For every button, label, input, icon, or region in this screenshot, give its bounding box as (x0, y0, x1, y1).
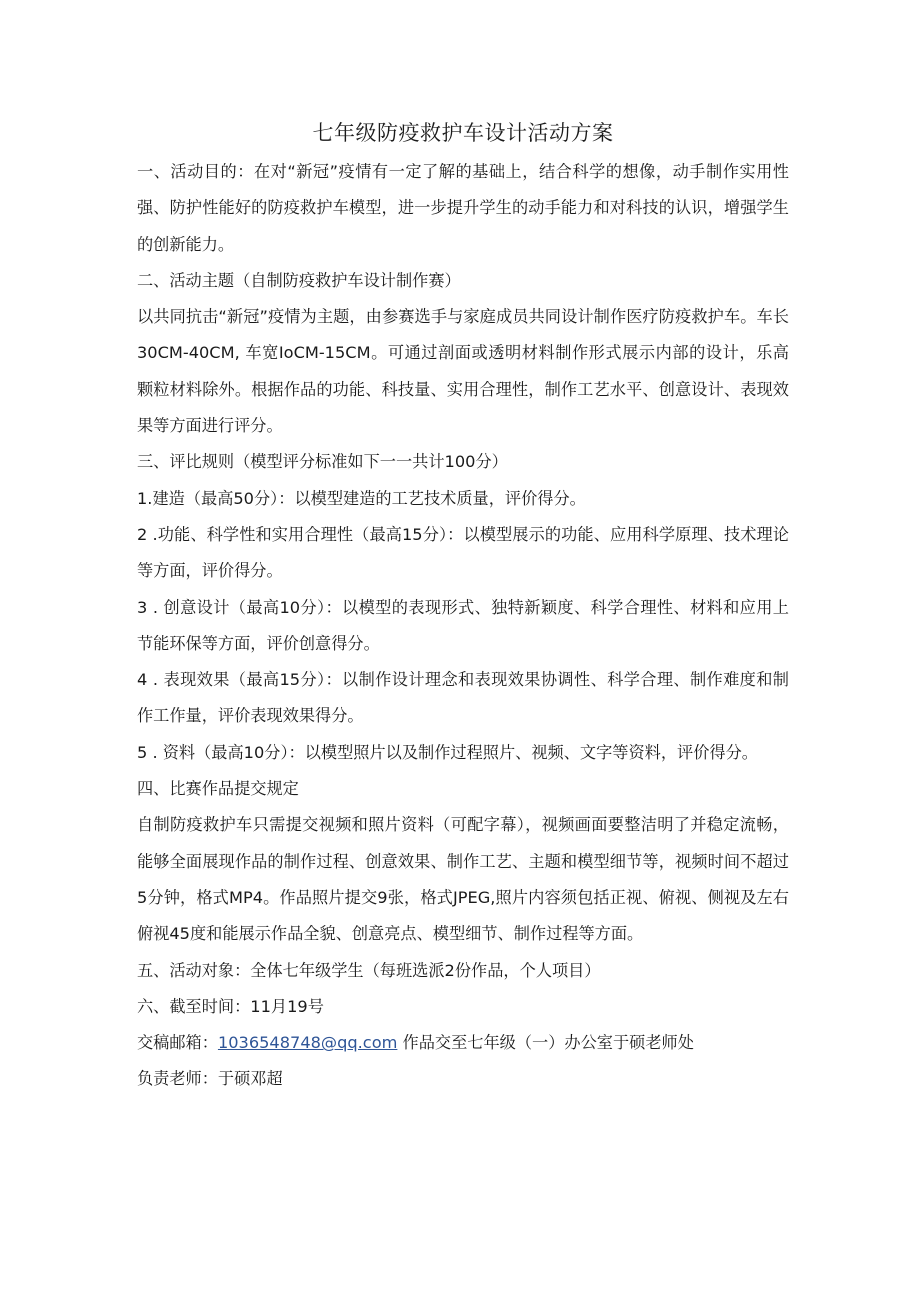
rule-item-function: 2 .功能、科学性和实用合理性（最高15分）：以模型展示的功能、应用科学原理、技术理论等方面，评价得分。 (137, 524, 789, 581)
section-participants: 五、活动对象：全体七年级学生（每班选派2份作品，个人项目） (137, 960, 601, 980)
section-purpose: 一、活动目的：在对“新冠”疫情有一定了解的基础上，结合科学的想像，动手制作实用性强、防护性能好的防疫救护车模型，进一步提升学生的动手能力和对科技的认识，增强学生的创新能力。 (137, 162, 789, 254)
document-title: 七年级防疫救护车设计活动方案 (312, 121, 614, 145)
document-body (137, 118, 789, 1098)
section-deadline: 六、截至时间：11月19号 (137, 996, 324, 1016)
submission-email-link[interactable]: 1036548748@qq.com (217, 1033, 398, 1053)
section-theme-heading: 二、活动主题（自制防疫救护车设计制作赛） (137, 270, 461, 290)
submission-email-suffix: 作品交至七年级（一）办公室于硕老师处 (397, 1033, 694, 1053)
teacher-line: 负责老师：于硕邓超 (137, 1069, 283, 1089)
section-theme-body: 以共同抗击“新冠”疫情为主题，由参赛选手与家庭成员共同设计制作医疗防疫救护车。车长30CM-40CM, 车宽IoCM-15CM。可通过剖面或透明材料制作形式展示内部的设计，乐高颗粒材料除外。根据作品的功能、科技量、实用合理性，制作工艺水平、创意设计、表现效果等方面进行评分。 (137, 307, 789, 436)
rule-item-creativity: 3 . 创意设计（最高10分）：以模型的表现形式、独特新颖度、科学合理性、材料和应用上节能环保等方面，评价创意得分。 (137, 597, 789, 653)
rule-item-construction: 1.建造（最高50分）：以模型建造的工艺技术质量，评价得分。 (137, 488, 586, 508)
section-submission-heading: 四、比赛作品提交规定 (137, 779, 299, 799)
section-submission-body: 自制防疫救护车只需提交视频和照片资料（可配字幕），视频画面要整洁明了并稳定流畅，能够全面展现作品的制作过程、创意效果、制作工艺、主题和模型细节等，视频时间不超过5分钟，格式MP4。作品照片提交9张，格式JPEG,照片内容须包括正视、俯视、侧视及左右俯视45度和能展示作品全貌、创意亮点、模型细节、制作过程等方面。 (137, 815, 789, 944)
rule-item-materials: 5 . 资料（最高10分）：以模型照片以及制作过程照片、视频、文字等资料，评价得分。 (137, 742, 758, 762)
submission-email-line (137, 1025, 789, 1061)
submission-email-label: 交稿邮箱： (137, 1033, 218, 1053)
section-rules-heading: 三、评比规则（模型评分标准如下一一共计100分） (137, 452, 508, 472)
rule-item-presentation: 4 . 表现效果（最高15分）：以制作设计理念和表现效果协调性、科学合理、制作难度和制作工作量，评价表现效果得分。 (137, 670, 789, 726)
